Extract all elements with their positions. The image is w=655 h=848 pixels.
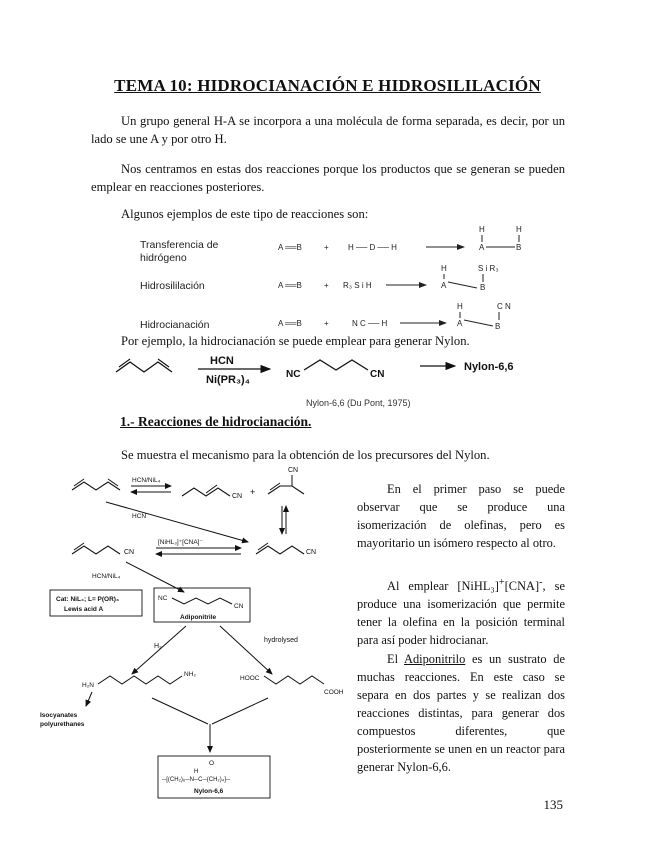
row1-alkene: A ══B [278,243,302,252]
mech-isocyanates: Isocyanates [40,712,78,719]
mech-nylon-h: H [194,769,199,775]
row3-bond-ab [464,320,493,326]
row1-h2: H [516,225,522,234]
adiponitrile-nc: NC [286,369,301,380]
row2-alkene: A ══B [278,281,302,290]
mechanism-bg [36,462,352,807]
row3-a: A [457,319,463,328]
side-p1-text: En el primer paso se puede observar que se produce una isomerización de olefinas, pero es mayoritario un isómero respecto al otro. [357,482,565,550]
mech-adn-cn: CN [234,603,244,610]
page-number: 135 [543,797,563,812]
adiponitrile-cn: CN [370,369,385,380]
side-paragraph-3 [357,650,565,776]
row3-alkene: A ══B [278,319,302,328]
side-paragraph-1 [357,480,565,552]
product-nylon: Nylon-6,6 [464,361,514,373]
side-p2-sup1: + [498,577,505,588]
row1-reagent: H ── D ── H [348,243,397,252]
mech-adn-nc: NC [158,595,168,602]
row1-label-b: hidrógeno [140,252,187,264]
mechanism-figure [36,462,352,807]
mech-nylon-o: O [209,760,215,767]
intro-p3-text: Algunos ejemplos de este tipo de reacciones son: [121,207,369,221]
mech-nylon-repeat: ─[(CH₂)₆─N─C─(CH₂)₄]─ [162,777,231,783]
mech-h2n: H₂N [82,682,94,689]
mech-cooh: COOH [324,689,344,696]
side-paragraph-2 [357,574,565,649]
intro-paragraph-1 [91,112,565,148]
row2-bond-ab [448,282,477,288]
row1-a: A [479,243,485,252]
side-p2-sup2: - [539,577,543,588]
row2-label: Hidrosililación [140,280,205,292]
intro-p2-text: Nos centramos en estas dos reacciones porque los productos que se generan se pueden emplear en reacciones posteriores. [91,162,565,194]
row2-reagent: R₃ S i H [343,281,372,290]
section-1-intro-text: Se muestra el mecanismo para la obtención de los precursores del Nylon. [121,448,490,462]
row1-b: B [516,243,522,252]
nylon-caption: Nylon-6,6 (Du Pont, 1975) [306,398,411,408]
page-title: TEMA 10: HIDROCIANACIÓN E HIDROSILILACIÓN [114,76,541,95]
row2-a: A [441,281,447,290]
side-p2-c: , se produce una isomerización que permite tener la olefina en la posición terminal para así poder hidrocianar. [357,579,565,648]
side-p3-a: El [387,652,405,666]
row1-plus: + [324,243,329,252]
mech-polyurethanes: polyurethanes [40,721,85,728]
row2-plus: + [324,281,329,290]
row2-h: H [441,264,447,273]
row3-plus: + [324,319,329,328]
catalyst: Ni(PR₃)₄ [206,374,250,386]
mech-catalyst-complex: [NiHL₃]⁺[CNA]⁻ [158,539,203,546]
mech-2pn-cn: CN [306,549,317,556]
reagent-hcn: HCN [210,355,234,367]
mech-hooc: HOOC [240,675,260,682]
mech-hcn-label: HCN [132,513,147,520]
nylon-intro-text: Por ejemplo, la hidrocianación se puede emplear para generar Nylon. [121,334,470,348]
section-1-heading: 1.- Reacciones de hidrocianación. [120,414,312,429]
side-p3-b: es un sustrato de muchas reacciones. En este caso se separa en dos partes y se realizan dos reacciones distintas, para generar dos compuestos diferentes, que posteriormente se unen en un reactor para generar Nylon-6,6. [357,652,565,774]
row1-h1: H [479,225,485,234]
row3-label: Hidrocianación [140,319,210,331]
row3-h: H [457,302,463,311]
row2-sir3: S i R₃ [478,264,499,273]
side-p2-a: Al emplear [NiHL₃] [387,579,499,594]
reaction-examples-figure [130,222,550,340]
nylon-scheme [110,350,550,412]
nylon-intro [91,332,565,350]
row3-b: B [495,322,501,331]
row1-label-a: Transferencia de [140,239,219,251]
mech-3pn-cn: CN [232,493,243,500]
mech-4pn-cn: CN [124,549,135,556]
mech-hcn-nil4-top: HCN/NiL₄ [132,477,161,484]
mech-adiponitrile-label: Adiponitrile [180,614,217,621]
mech-plus: + [250,487,256,497]
adiponitrile-chain [304,360,368,370]
row3-cn: C N [497,302,511,311]
intro-paragraph-2 [91,160,565,196]
mech-hcn-nil4-bottom: HCN/NiL₄ [92,573,121,580]
intro-paragraph-3 [91,205,565,223]
mech-h2-label: H₂ [154,643,162,650]
row2-b: B [480,283,486,292]
mech-cat-line1: Cat: NiL₄; L= P(OR)₃ [56,596,119,603]
intro-p1-text: Un grupo general H-A se incorpora a una molécula de forma separada, es decir, por un lado se une A y por otro H. [91,114,565,146]
mech-branched-cn: CN [288,467,299,474]
side-p2-b: [CNA] [504,579,540,594]
side-p3-adiponitrilo: Adiponitrilo [404,652,466,666]
mech-nylon-label: Nylon-6,6 [194,788,224,795]
mech-cat-line2: Lewis acid A [64,606,104,613]
mech-nh2: NH₂ [184,671,196,678]
mech-hydrolysed-label: hydrolysed [264,637,298,644]
row3-reagent: N C ── H [352,319,388,328]
